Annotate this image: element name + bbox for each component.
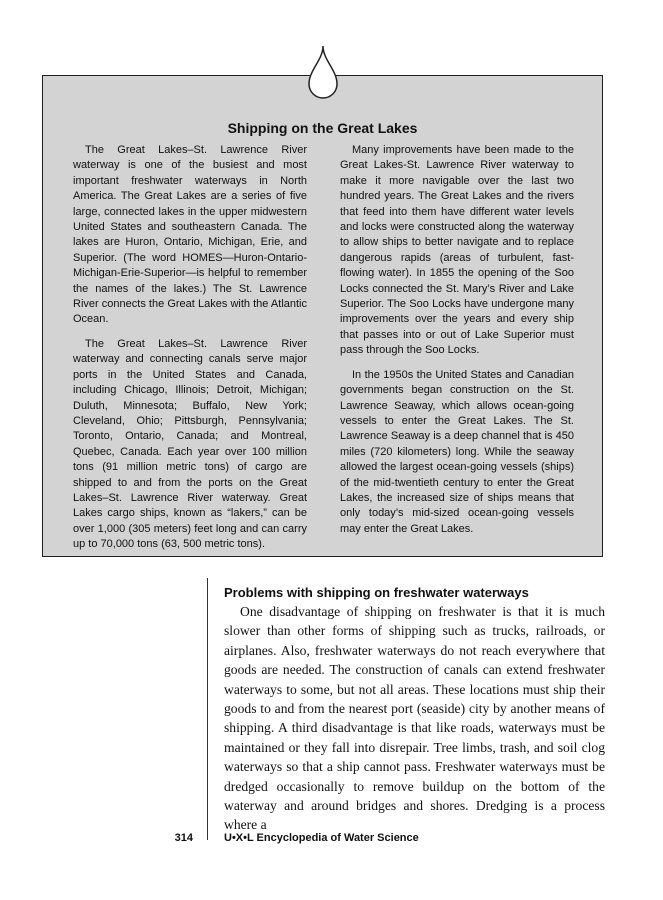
sidebar-right-column [340, 143, 574, 546]
section-heading: Problems with shipping on freshwater waterways [224, 585, 529, 600]
sidebar-left-column [73, 143, 307, 562]
sidebar-paragraph: In the 1950s the United States and Canadian governments began construction on the St. Lawrence Seaway, which allows ocean-going vessels to enter the Great Lakes. The St. Lawrence Seaway is a deep channel that is 450 miles (720 kilometers) long. While the seaway allowed the largest ocean-going vessels (ships) of the mid-twentieth century to enter the Great Lakes, the increased size of ships means that only today’s mid-sized ocean-going vessels may enter the Great Lakes. [340, 368, 574, 535]
sidebar-title: Shipping on the Great Lakes [227, 120, 418, 136]
sidebar-paragraph: The Great Lakes–St. Lawrence River waterway is one of the busiest and most important freshwater waterways in North America. The Great Lakes are a series of five large, connected lakes in the upper midwestern United States and southeastern Canada. The lakes are Huron, Ontario, Michigan, Erie, and Superior. (The word HOMES—Huron-Ontario-Michigan-Erie-Superior—is helpful to remember the names of the lakes.) The St. Lawrence River connects the Great Lakes with the Atlantic Ocean. [73, 144, 307, 326]
sidebar-box [42, 75, 603, 557]
sidebar-paragraph: The Great Lakes–St. Lawrence River waterway and connecting canals serve major ports in the United States and Canada, including Chicago, Illinois; Detroit, Michigan; Duluth, Minnesota; Buffalo, New York; Cleveland, Ohio; Pittsburgh, Pennsylvania; Toronto, Ontario, Canada; and Montreal, Quebec, Canada. Each year over 100 million tons (91 million metric tons) of cargo are shipped to and from the ports on the Great Lakes–St. Lawrence River waterway. Great Lakes cargo ships, known as “lakers,” can be over 1,000 (305 meters) feet long and can carry up to 70,000 tons (63, 500 metric tons). [73, 337, 307, 551]
water-drop-icon [305, 44, 341, 102]
sidebar-paragraph: Many improvements have been made to the Great Lakes-St. Lawrence River waterway to make it more navigable over the last two hundred years. The Great Lakes and the rivers that feed into them have different water levels and locks were constructed along the waterway to allow ships to better navigate and to replace dangerous rapids (areas of turbulent, fast-flowing water). In 1855 the opening of the Soo Locks connected the St. Mary’s River and Lake Superior. The Soo Locks have undergone many improvements over the years and every ship that passes into or out of Lake Superior must pass through the Soo Locks. [340, 144, 574, 357]
book-title: U•X•L Encyclopedia of Water Science [224, 832, 419, 844]
page-number: 314 [174, 832, 193, 844]
body-paragraph: One disadvantage of shipping on freshwater is that it is much slower than other forms of shipping such as trucks, railroads, or airplanes. Also, freshwater waterways do not reach everywhere that goods are needed. The construction of canals can extend freshwater waterways to some, but not all areas. These locations must ship their goods to and from the nearest port (seaside) city by another means of shipping. A third disadvantage is that like roads, waterways must be maintained or they fall into disrepair. Tree limbs, trash, and soil clog waterways so that a ship cannot pass. Freshwater waterways must be dredged occasionally to remove buildup on the bottom of the waterway and around bridges and shores. Dredging is a process where a [224, 604, 605, 833]
margin-rule [207, 578, 208, 840]
